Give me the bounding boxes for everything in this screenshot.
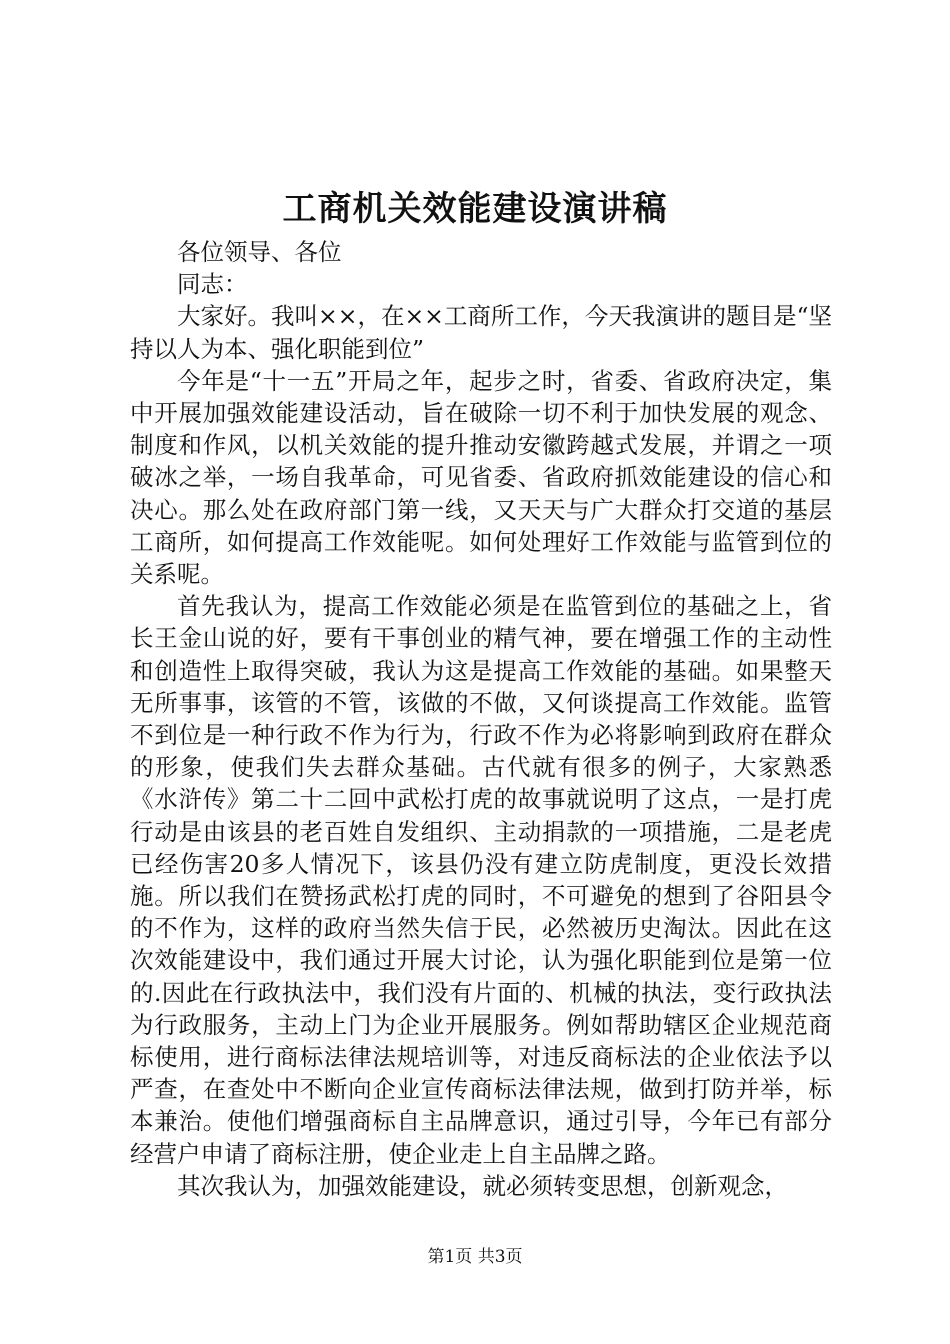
paragraph-second-point: 其次我认为，加强效能建设，就必须转变思想，创新观念， (177, 1171, 788, 1200)
document-title: 工商机关效能建设演讲稿 (282, 189, 668, 229)
paragraph-background: 今年是“十一五”开局之年，起步之时，省委、省政府决定，集中开展加强效能建设活动，旨在破除一切不利于加快发展的观念、制度和作风，以机关效能的提升推动安徽跨越式发展，并谓之一项破冰之举，一场自我革命，可见省委、省政府抓效能建设的信心和决心。那么处在政府部门第一线，又天天与广大群众打交道的基层工商所，如何提高工作效能呢。如何处理好工作效能与监管到位的关系呢。 (130, 366, 832, 589)
salutation-line-2: 同志： (177, 270, 248, 299)
document-body (130, 236, 832, 1202)
paragraph-first-point: 首先我认为，提高工作效能必须是在监管到位的基础之上，省长王金山说的好，要有干事创业的精气神，要在增强工作的主动性和创造性上取得突破，我认为这是提高工作效能的基础。如果整天无所事事，该管的不管，该做的不做，又何谈提高工作效能。监管不到位是一种行政不作为行为，行政不作为必将影响到政府在群众的形象，使我们失去群众基础。古代就有很多的例子，大家熟悉《水浒传》第二十二回中武松打虎的故事就说明了这点，一是打虎行动是由该县的老百姓自发组织、主动捐款的一项措施，二是老虎已经伤害20多人情况下，该县仍没有建立防虎制度，更没长效措施。所以我们在赞扬武松打虎的同时，不可避免的想到了谷阳县令的不作为，这样的政府当然失信于民，必然被历史淘汰。因此在这次效能建设中，我们通过开展大讨论，认为强化职能到位是第一位的.因此在行政执法中，我们没有片面的、机械的执法，变行政执法为行政服务，主动上门为企业开展服务。例如帮助辖区企业规范商标使用，进行商标法律法规培训等，对违反商标法的企业依法予以严查，在查处中不断向企业宣传商标法律法规，做到打防并举，标本兼治。使他们增强商标自主品牌意识，通过引导，今年已有部分经营户申请了商标注册，使企业走上自主品牌之路。 (130, 592, 832, 1168)
salutation-line-1: 各位领导、各位 (177, 238, 342, 266)
page-number-footer: 第1页 共3页 (427, 1247, 523, 1267)
paragraph-intro: 大家好。我叫××，在××工商所工作，今天我演讲的题目是“坚持以人为本、强化职能到位” (130, 302, 832, 363)
